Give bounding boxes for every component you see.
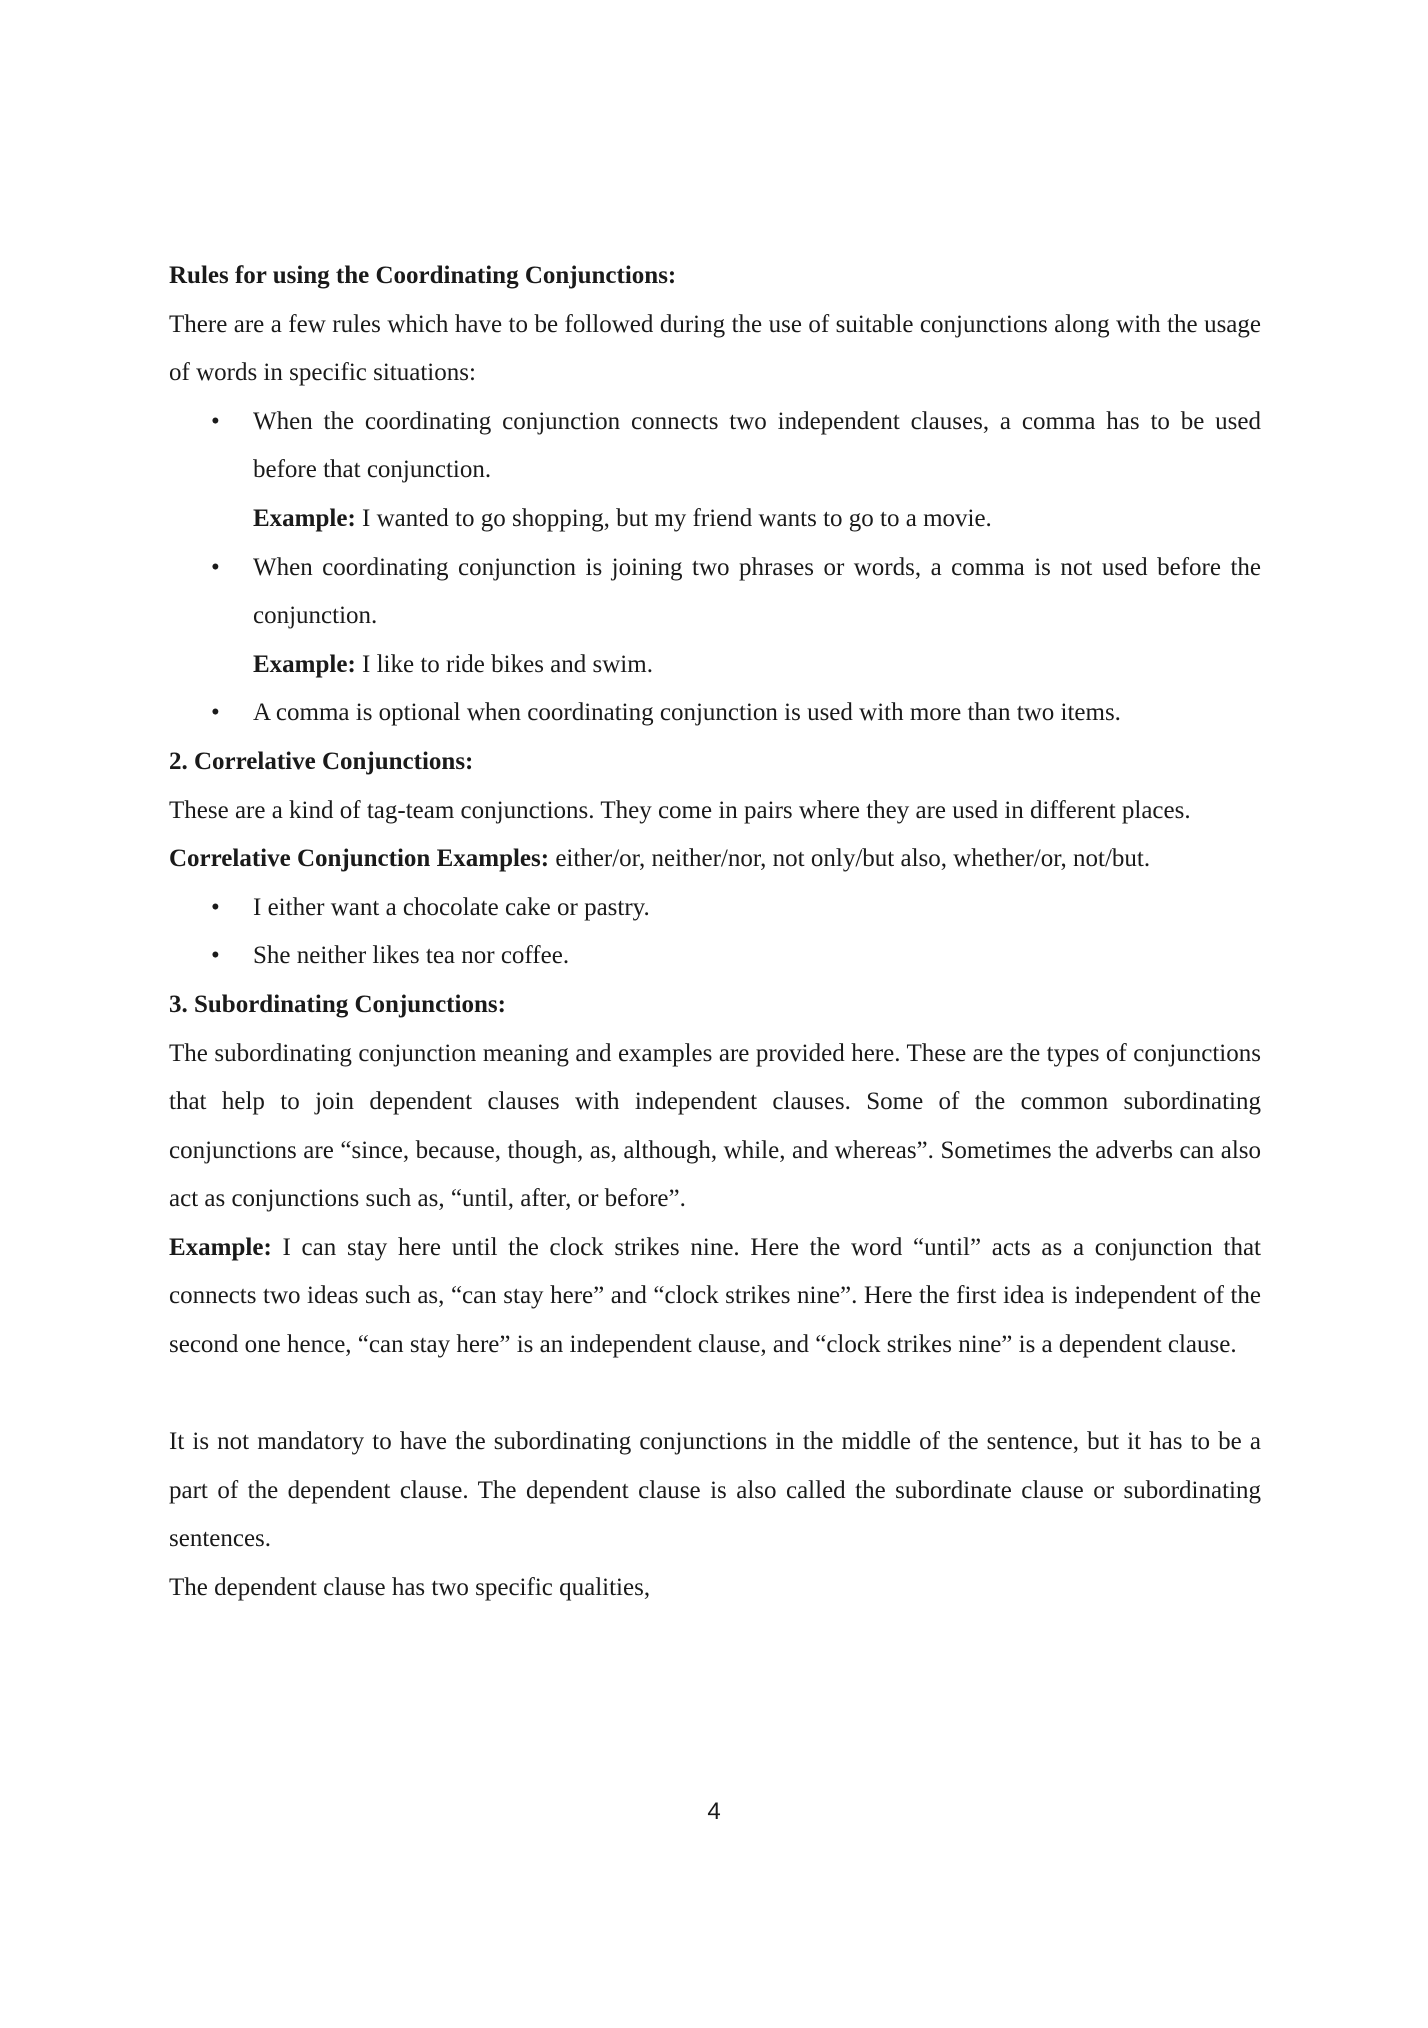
paragraph-gap — [169, 1370, 1261, 1419]
list-item-text: She neither likes tea nor coffee. — [253, 942, 570, 970]
document-page — [169, 252, 1261, 1613]
correlative-examples-text: either/or, neither/nor, not only/but also, whether/or, not/but. — [549, 845, 1151, 873]
example-line — [169, 495, 1261, 544]
subordinating-example — [169, 1224, 1261, 1370]
correlative-examples — [169, 835, 1261, 884]
rules-list — [169, 398, 1261, 495]
subordinating-heading: 3. Subordinating Conjunctions: — [169, 990, 506, 1018]
rules-heading: Rules for using the Coordinating Conjunctions: — [169, 262, 677, 289]
example-text: I like to ride bikes and swim. — [355, 650, 653, 678]
list-item-text: When the coordinating conjunction connects two independent clauses, a comma has to be used before that conjunction. — [253, 407, 1261, 484]
list-item — [169, 932, 1261, 981]
list-item-text: When coordinating conjunction is joining two phrases or words, a comma is not used before the conjunction. — [253, 553, 1261, 630]
rules-intro: There are a few rules which have to be followed during the use of suitable conjunctions along with the usage of words in specific situations: — [169, 310, 1261, 387]
list-item — [169, 544, 1261, 641]
example-label: Example: — [169, 1233, 272, 1261]
rules-list — [169, 544, 1261, 641]
rules-list — [169, 689, 1261, 738]
example-line — [169, 641, 1261, 690]
correlative-examples-label: Correlative Conjunction Examples: — [169, 845, 550, 873]
list-item — [169, 398, 1261, 495]
example-label: Example: — [253, 504, 356, 532]
correlative-intro: These are a kind of tag-team conjunctions. They come in pairs where they are used in different places. — [169, 796, 1191, 824]
correlative-heading: 2. Correlative Conjunctions: — [169, 747, 474, 775]
example-label: Example: — [253, 650, 356, 678]
list-item — [169, 884, 1261, 933]
page-number: 4 — [707, 1798, 721, 1825]
correlative-list — [169, 884, 1261, 981]
subordinating-paragraph-3: The dependent clause has two specific qualities, — [169, 1574, 651, 1602]
subordinating-intro: The subordinating conjunction meaning and examples are provided here. These are the types of conjunctions that help to join dependent clauses with independent clauses. Some of the common subordinating conjunctions are “since, because, though, as, although, while, and whereas”. Sometimes the adverbs can also act as conjunctions such as, “until, after, or before”. — [169, 1039, 1261, 1213]
example-text: I can stay here until the clock strikes nine. Here the word “until” acts as a conjunction that connects two ideas such as, “can stay here” and “clock strikes nine”. Here the first idea is independent of the second one hence, “can stay here” is an independent clause, and “clock strikes nine” is a dependent clause. — [169, 1233, 1261, 1359]
list-item-text: I either want a chocolate cake or pastry. — [253, 893, 650, 921]
list-item-text: A comma is optional when coordinating conjunction is used with more than two items. — [253, 699, 1121, 727]
example-text: I wanted to go shopping, but my friend wants to go to a movie. — [355, 504, 992, 532]
subordinating-paragraph-2: It is not mandatory to have the subordinating conjunctions in the middle of the sentence, but it has to be a part of the dependent clause. The dependent clause is also called the subordinate clause or subordinating sentences. — [169, 1428, 1261, 1553]
list-item — [169, 689, 1261, 738]
